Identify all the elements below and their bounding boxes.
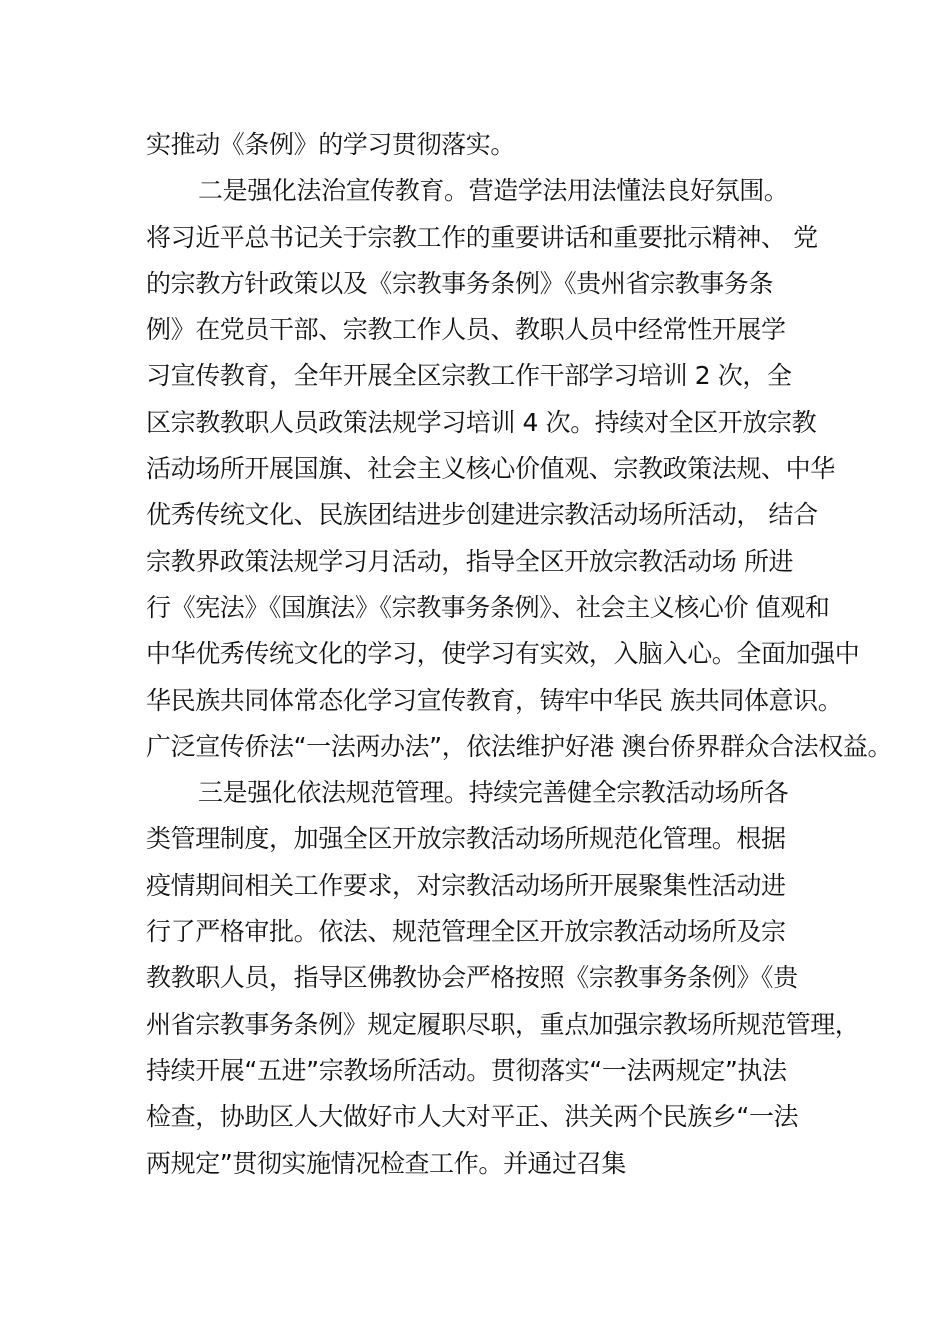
text-line: 优秀传统文化、民族团结进步创建进宗教活动场所活动， 结合 [146, 500, 818, 530]
text-line: 区宗教教职人员政策法规学习培训 4 次。持续对全区开放宗教 [146, 407, 817, 437]
text-line: 宗教界政策法规学习月活动，指导全区开放宗教活动场 所进 [146, 546, 794, 576]
text-line: 广泛宣传侨法“一法两办法”，依法维护好港 澳台侨界群众合法权益。 [146, 731, 893, 761]
text-line: 的宗教方针政策以及《宗教事务条例》《贵州省宗教事务条 [146, 268, 774, 298]
text-line: 两规定”贯彻实施情况检查工作。并通过召集 [146, 1148, 626, 1178]
text-line: 习宣传教育，全年开展全区宗教工作干部学习培训 2 次，全 [146, 361, 792, 391]
text-line: 疫情期间相关工作要求，对宗教活动场所开展聚集性活动进 [146, 870, 786, 900]
text-line: 实推动《条例》的学习贯彻落实。 [146, 130, 516, 159]
text-line: 例》在党员干部、宗教工作人员、教职人员中经常性开展学 [146, 315, 786, 345]
text-line: 类管理制度，加强全区开放宗教活动场所规范化管理。根据 [146, 824, 786, 854]
text-line: 活动场所开展国旗、社会主义核心价值观、宗教政策法规、中华 [146, 454, 835, 484]
text-line: 三是强化依法规范管理。持续完善健全宗教活动场所各 [198, 778, 789, 808]
body-text [146, 122, 893, 1187]
text-line: 教教职人员，指导区佛教协会严格按照《宗教事务条例》《贵 [146, 963, 798, 993]
text-line: 州省宗教事务条例》规定履职尽职，重点加强宗教场所规范管理， [146, 1009, 860, 1039]
text-line: 将习近平总书记关于宗教工作的重要讲话和重要批示精神、 党 [146, 222, 818, 252]
text-line: 二是强化法治宣传教育。营造学法用法懂法良好氛围。 [198, 176, 789, 206]
text-line: 华民族共同体常态化学习宣传教育，铸牢中华民 族共同体意识。 [146, 685, 843, 715]
text-line: 行《宪法》《国旗法》《宗教事务条例》、社会主义核心价 值观和 [146, 592, 830, 622]
text-line: 行了严格审批。依法、规范管理全区开放宗教活动场所及宗 [146, 917, 786, 947]
text-line: 检查，协助区人大做好市人大对平正、洪关两个民族乡“一法 [146, 1102, 799, 1132]
text-line: 持续开展“五进”宗教场所活动。贯彻落实“一法两规定”执法 [146, 1055, 787, 1085]
text-line: 中华优秀传统文化的学习，使学习有实效，入脑入心。全面加强中 [146, 639, 860, 669]
